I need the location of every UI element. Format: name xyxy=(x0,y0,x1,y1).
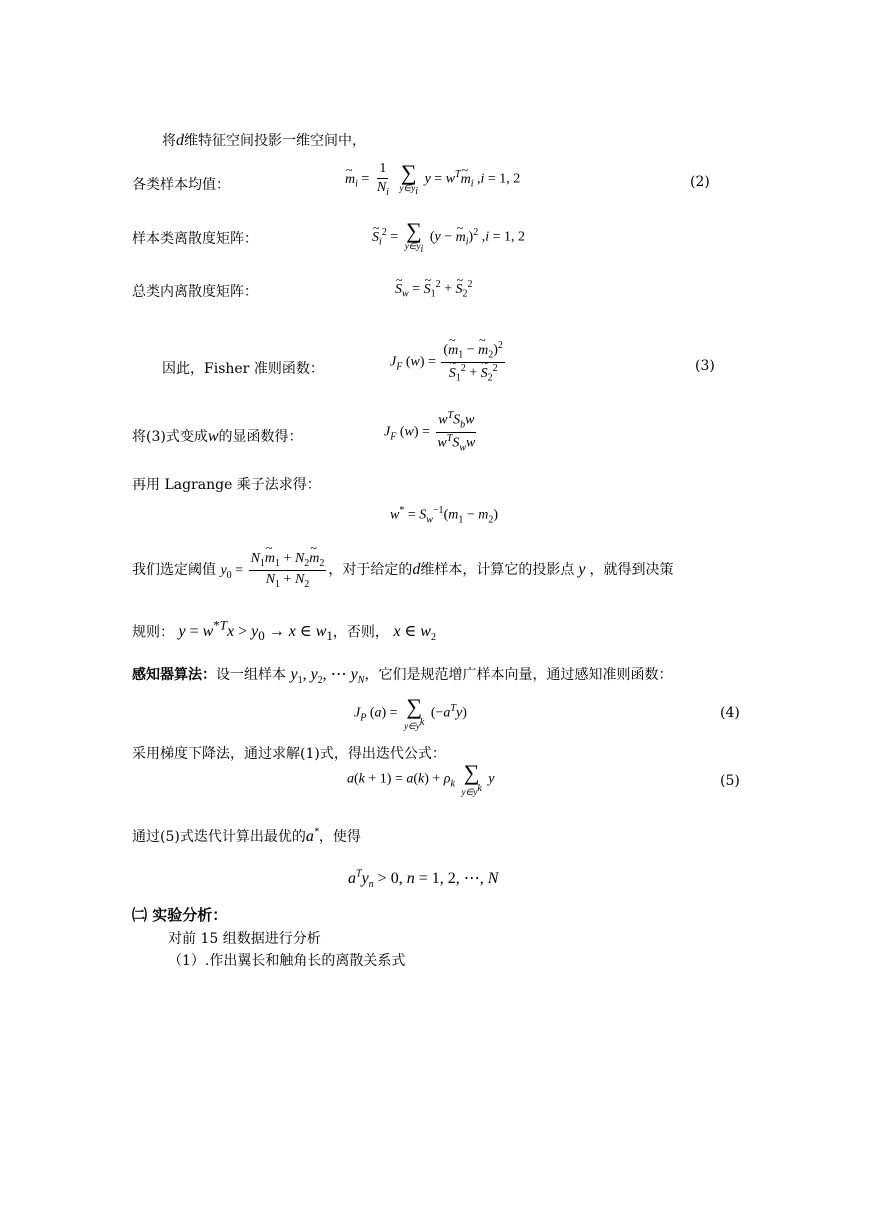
intro-var: d xyxy=(176,132,184,149)
threshold-var: d xyxy=(412,561,421,579)
perceptron-line xyxy=(132,664,672,686)
scatter-label: 样本类离散度矩阵： xyxy=(132,231,258,247)
mean-eq-num: (2) xyxy=(690,174,710,190)
intro-text-pre: 将 xyxy=(162,133,176,149)
threshold-var2: y xyxy=(578,561,586,579)
intro-line xyxy=(162,130,366,150)
gradient-equation: $a(k + 1) = a(k) + \rho_k$ ∑ $y\in y^k$ y xyxy=(347,760,495,797)
perceptron-eq-num: (4) xyxy=(720,705,740,721)
iterate-var: a* xyxy=(305,826,319,845)
threshold-equation: $y_0$ = $\frac{N_1\sim m_1 + N_2\sim m_2}{N_1 + N_2}$ xyxy=(220,563,328,578)
fisher-eq-num: (3) xyxy=(695,358,715,374)
perceptron-equation: $J_P$ (a) = ∑ $y\in y^k$ $(-a^Ty)$ xyxy=(354,694,467,731)
explicit-label-post: 的显函数得： xyxy=(218,429,303,445)
mean-equation: ~ $m_i$ = $\frac{1}{N_i}$ ∑ $y\in y_i$ $y = w^T\sim$ $m_i$ ,i = 1, 2 xyxy=(345,160,520,199)
lagrange-equation: $w^* = S_w^{-1}(m_1 - m_2)$ xyxy=(390,505,499,526)
within-equation: ~ $S_w$ = ~ $S_1^2$ + ~ $S_2^2$ xyxy=(395,279,472,299)
explicit-equation: $J_F$ (w) = $\frac{w^TS_bw}{w^TS_ww}$ xyxy=(384,410,476,454)
rule-equation: $y = w^{*T}x > y_0 \to x$ ∈ $w_1$ xyxy=(178,618,333,644)
analysis-line-2: （1）.作出翼长和触角长的离散关系式 xyxy=(168,953,406,969)
perceptron-text2: ，它们是规范增广样本向量，通过感知准则函数： xyxy=(364,667,673,683)
explicit-var: w xyxy=(207,428,219,445)
gradient-label: 采用梯度下降法，通过求解(1)式，得出迭代公式： xyxy=(132,746,446,762)
intro-text-post: 维特征空间投影一维空间中， xyxy=(184,133,366,149)
rule-label: 规则： xyxy=(132,624,174,641)
section-title: ㈡ 实验分析： xyxy=(132,906,228,924)
explicit-label-pre: 将(3)式变成 xyxy=(132,429,208,445)
fisher-equation: $J_F$ (w) = (~ $m_1$ − ~ $m_2)^2$ ~ $S_1^2$ + ~ $S_2^2$ xyxy=(390,340,507,385)
threshold-line xyxy=(132,550,674,592)
within-label: 总类内离散度矩阵： xyxy=(132,284,258,300)
mean-label: 各类样本均值： xyxy=(132,177,230,193)
iterate-pre: 通过(5)式迭代计算出最优的 xyxy=(132,829,306,845)
iterate-line xyxy=(132,826,361,846)
perceptron-bold: 感知器算法： xyxy=(132,667,216,683)
iterate-equation: $a^Ty_n > 0$, n = 1, 2, ⋯, N xyxy=(348,868,499,891)
rule-otherwise-eq: x ∈ $w_2$ xyxy=(393,623,436,644)
rule-line xyxy=(132,618,436,645)
analysis-line-1: 对前 15 组数据进行分析 xyxy=(168,931,321,947)
threshold-pre: 我们选定阈值 xyxy=(132,562,216,579)
perceptron-text: 设一组样本 xyxy=(216,667,286,683)
rule-otherwise: ，否则， xyxy=(332,624,389,641)
gradient-eq-num: (5) xyxy=(720,773,740,789)
threshold-post: 维样本，计算它的投影点 xyxy=(420,562,575,579)
perceptron-samples: $y_1$, $y_2$, ⋯ $y_N$ xyxy=(290,666,365,687)
scatter-equation: ~ $S_i^2$ = ∑ $y\in y_i$ (y − ~ $m_i)^2$ ,i = 1, 2 xyxy=(372,220,525,255)
threshold-post2: ，就得到决策 xyxy=(589,562,674,579)
lagrange-label: 再用 Lagrange 乘子法求得： xyxy=(132,477,321,493)
threshold-mid: ，对于给定的 xyxy=(328,562,413,579)
explicit-label xyxy=(132,426,303,446)
iterate-post: ，使得 xyxy=(318,829,361,845)
fisher-label: 因此，Fisher 准则函数： xyxy=(162,361,324,377)
